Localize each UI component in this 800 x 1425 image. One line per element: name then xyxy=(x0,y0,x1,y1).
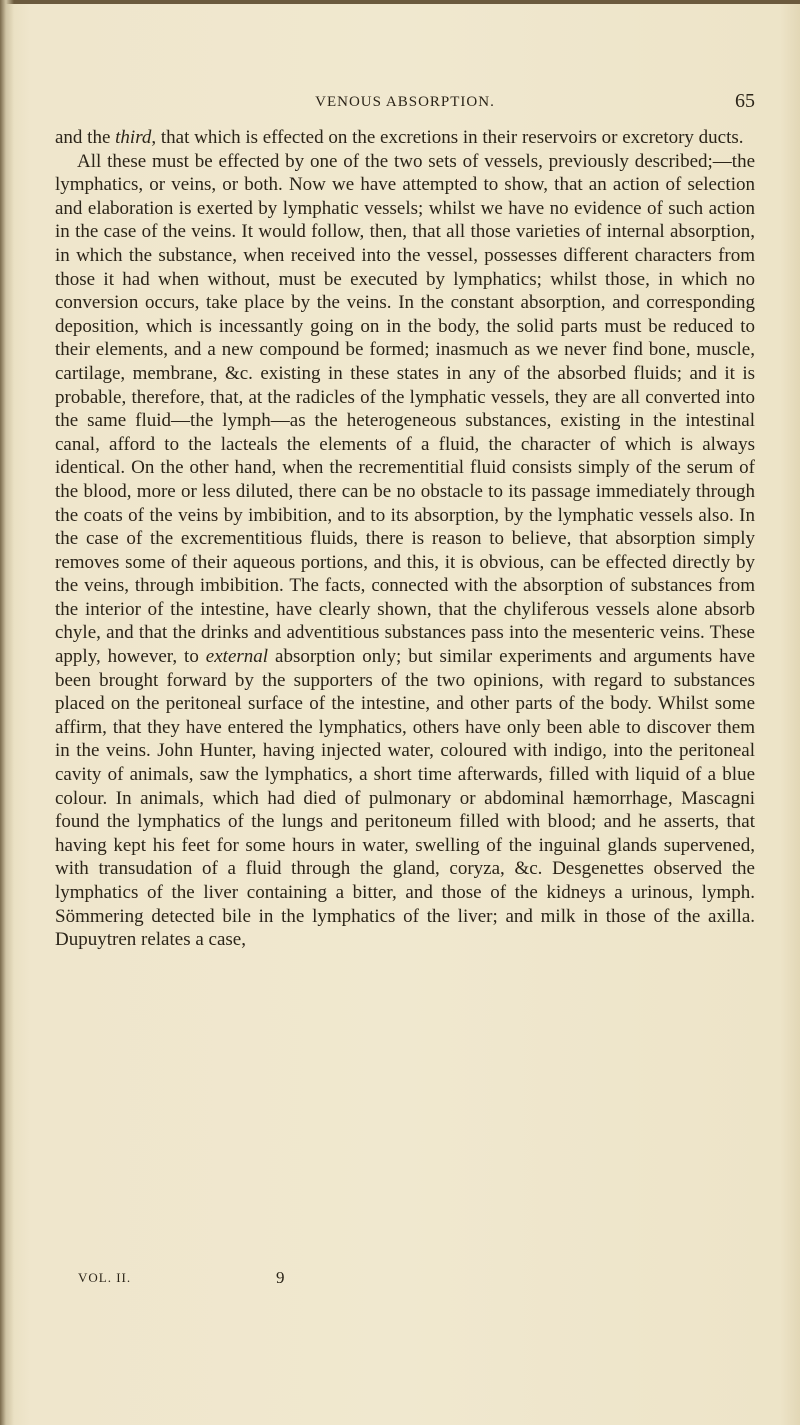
p2-emphasis: external xyxy=(205,646,269,668)
paragraph-continuation xyxy=(55,126,755,150)
page-footer xyxy=(78,1270,578,1294)
p1-emphasis: third xyxy=(115,127,152,148)
signature-mark: 9 xyxy=(276,1268,285,1287)
p1-before: and the xyxy=(55,127,116,148)
page-top-edge xyxy=(0,0,800,4)
paragraph-main xyxy=(55,150,755,952)
p1-after: , that which is effected on the excretions in their reservoirs or excretory ducts. xyxy=(151,127,744,148)
running-head: VENOUS ABSORPTION. xyxy=(315,94,495,110)
binding-shadow xyxy=(0,0,14,1425)
page-number: 65 xyxy=(735,90,755,112)
body-text xyxy=(55,126,755,952)
p2-part2: absorption only; but similar experiments and arguments have been brought forward by the supporters of the two opinions, with regard to substances placed on the peritoneal surface of the intestine, and other parts of the body. Whilst some affirm, that they have entered the lymphatics, others have only been able to discover them in the veins. John Hunter, having injected water, coloured with indigo, into the peritoneal cavity of animals, saw the lymphatics, a short time afterwards, filled with liquid of a blue colour. In animals, which had died of pulmonary or abdominal hæmorrhage, Mascagni found the lymphatics of the lungs and peritoneum filled with blood; and he asserts, that having kept his feet for some hours in water, swelling of the inguinal glands supervened, with transudation of a fluid through the gland, coryza, &c. Desgenettes observed the lymphatics of the liver containing a bitter, and those of the kidneys a urinous, lymph. Sömmering detected bile in the lymphatics of the liver; and milk in those of the axilla. Dupuytren relates a case, xyxy=(55,646,755,951)
volume-label: VOL. II. xyxy=(78,1270,132,1285)
page-header xyxy=(55,90,755,124)
p2-part1: All these must be effected by one of the two sets of vessels, previously described;—the lymphatics, or veins, or both. Now we have attempted to show, that an action of selection and elaboration is exerted by lymphatic vessels; whilst we have no evidence of such action in the case of the veins. It would follow, then, that all those varieties of internal absorption, in which the substance, when received into the vessel, possesses different characters from those it had when without, must be executed by lymphatics; whilst those, in which no conversion occurs, take place by the veins. In the constant absorption, and corresponding deposition, which is incessantly going on in the body, the solid parts must be reduced to their elements, and a new compound be formed; inasmuch as we never find bone, muscle, cartilage, membrane, &c. existing in these states in any of the absorbed fluids; and it is probable, therefore, that, at the radicles of the lymphatic vessels, they are all converted into the same fluid—the lymph—as the heterogeneous substances, existing in the intestinal canal, afford to the lacteals the elements of a fluid, the character of which is always identical. On the other hand, when the recrementitial fluid consists simply of the serum of the blood, more or less diluted, there can be no obstacle to its passage immediately through the coats of the veins by imbibition, and to its absorption, by the lymphatic vessels also. In the case of the excrementitious fluids, there is reason to believe, that absorption simply removes some of their aqueous portions, and this, it is obvious, can be effected directly by the veins, through imbibition. The facts, connected with the absorption of substances from the interior of the intestine, have clearly shown, that the chyliferous vessels alone absorb chyle, and that the drinks and adventitious substances pass into the mesenteric veins. These apply, however, to xyxy=(55,150,755,668)
